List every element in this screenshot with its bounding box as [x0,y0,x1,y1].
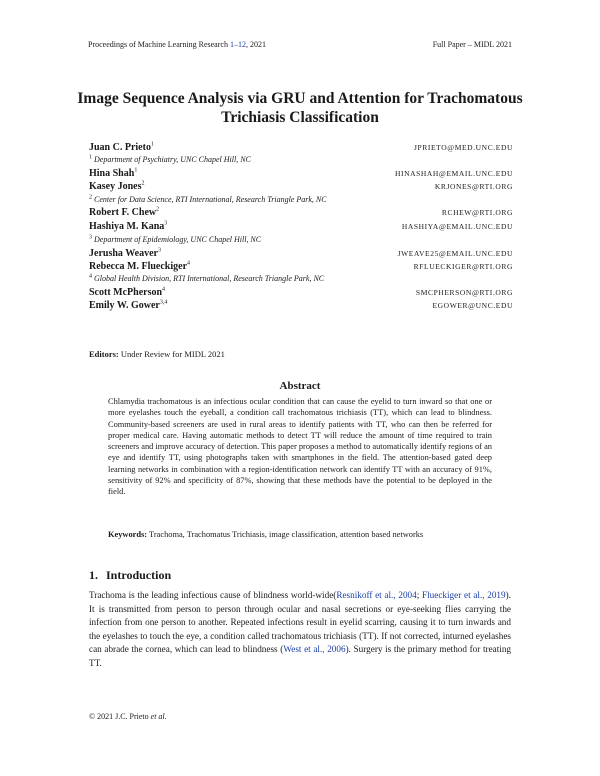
section-title: Introduction [106,568,172,582]
keywords-label: Keywords: [108,530,148,539]
affiliation: $^1$ Department of Psychiatry, UNC Chapel Hill, NC [89,154,251,164]
abstract-text: Chlamydia trachomatous is an infectious ocular condition that can cause the eyelid to turn inward so that one or more eyelashes touch the eyeball, a condition call trachomatous trichiasis (TT), which can lead to blindness. Community-based screeners are used in rural areas to identify patients with TT, who can then be referred for proper medical care. Having automatic methods to detect TT will reduce the amount of time required to train screeners and improve accuracy of detection. This paper proposes a method to automatically identify regions of an eye and identify TT, using photographs taken with smartphones in the field. The attention-based gated deep learning networks in combination with a region-identification network can identify TT with an accuracy of 91%, sensitivity of 92% and specificity of 87%, showing that these methods have the potential to be deployed in the field. [108,397,492,497]
author-email[interactable]: JPRIETO@MED.UNC.EDU [413,143,513,152]
editors-text: Under Review for MIDL 2021 [120,349,225,359]
author-name: Hina Shah$^1$ [89,167,138,179]
author-name: Emily W. Gower$^{3,4}$ [89,299,168,311]
author-name: Scott McPherson$^4$ [89,286,166,298]
author-row [89,299,513,312]
citation-link[interactable]: Resnikoff et al., 2004 [336,590,417,600]
author-name: Jerusha Weaver$^3$ [89,247,161,259]
author-row [89,167,513,180]
venue-name: Proceedings of Machine Learning Research [88,40,228,49]
venue-year: 2021 [249,40,266,49]
author-row [89,260,513,273]
author-row [89,180,513,193]
section-heading [89,568,171,583]
author-email[interactable]: SMCPHERSON@RTI.ORG [415,288,513,297]
author-email[interactable]: RCHEW@RTI.ORG [441,208,513,217]
editors-label: Editors: [89,349,119,359]
author-row [89,247,513,260]
citation-link[interactable]: West et al., 2006 [283,644,346,655]
editors-line [89,349,225,359]
page-range-link[interactable]: 1–12 [229,40,246,49]
author-name: Rebecca M. Flueckiger$^4$ [89,260,191,272]
author-email[interactable]: HINASHAH@EMAIL.UNC.EDU [394,169,513,178]
author-name: Juan C. Prieto$^1$ [89,141,154,153]
copyright-footer: © 2021 J.C. Prieto et al. [89,712,167,721]
affiliation: $^2$ Center for Data Science, RTI International, Research Triangle Park, NC [89,194,327,204]
author-name: Kasey Jones$^2$ [89,180,145,192]
author-row [89,286,513,299]
author-name: Hashiya M. Kana$^3$ [89,220,168,232]
author-row [89,206,513,219]
author-row [89,141,513,154]
author-email[interactable]: EGOWER@UNC.EDU [432,301,513,310]
paper-title: Image Sequence Analysis via GRU and Attention for Trachomatous Trichiasis Classification [77,90,523,126]
affiliation: $^4$ Global Health Division, RTI International, Research Triangle Park, NC [89,273,325,283]
author-email[interactable]: JWEAVE25@EMAIL.UNC.EDU [397,249,513,258]
author-name: Robert F. Chew$^2$ [89,206,160,218]
keywords [108,529,492,540]
author-row [89,220,513,233]
author-email[interactable]: RFLUECKIGER@RTI.ORG [413,262,513,271]
intro-paragraph: Trachoma is the leading infectious cause of blindness world-wide(Resnikoff et al., 2004; Flueckiger et al., 2019). It is transmitted from person to person through ocular and nasal secretions or eye-seeking flies carrying the infection from one person to another. Repeated infections result in eyelid scarring, causing it to turn inwards and the eyelashes to touch the eye, a condition called trachomatous trichiasis (TT). If not corrected, inturned eyelashes can abrade the cornea, which can lead to blindness (West et al., 2006). Surgery is the primary method for treating TT. [89,590,512,668]
affiliation: $^3$ Department of Epidemiology, UNC Chapel Hill, NC [89,234,262,244]
running-header-left: Proceedings of Machine Learning Research 1–12, 2021 [88,40,266,49]
author-email[interactable]: KRJONES@RTI.ORG [434,182,513,191]
author-email[interactable]: HASHIYA@EMAIL.UNC.EDU [401,222,513,231]
citation-link[interactable]: Flueckiger et al., 2019 [422,590,506,600]
abstract-heading: Abstract [279,380,321,392]
section-number: 1. [89,568,98,582]
keywords-text: Trachoma, Trachomatus Trichiasis, image classification, attention based networks [149,530,424,539]
running-header-right: Full Paper – MIDL 2021 [432,40,512,49]
